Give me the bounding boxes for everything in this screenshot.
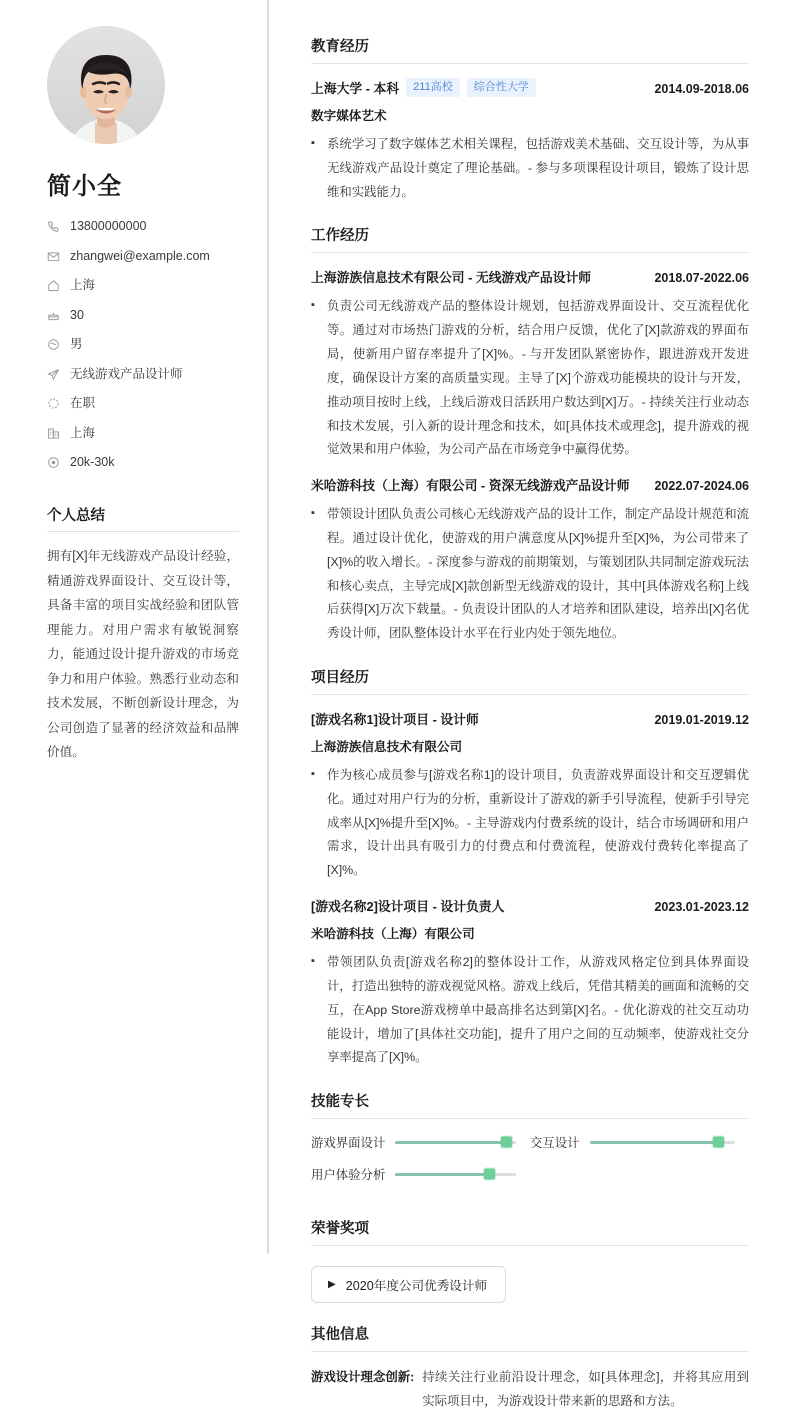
avatar (47, 26, 165, 144)
skill-row (311, 1133, 530, 1151)
entry-subtitle: 上海游族信息技术有限公司 (311, 740, 463, 754)
skill-slider-handle[interactable] (484, 1169, 495, 1180)
contact-item-phone (47, 219, 239, 234)
contact-item-email (47, 249, 239, 264)
entry-date: 2018.07-2022.06 (654, 271, 749, 286)
entry-date: 2023.01-2023.12 (654, 900, 749, 915)
contact-value: zhangwei@example.com (70, 248, 210, 263)
paper-plane-icon (47, 368, 60, 381)
summary-section-title: 个人总结 (47, 504, 239, 532)
contact-value: 无线游戏产品设计师 (70, 366, 183, 381)
work-entry (311, 475, 749, 646)
entry-title: [游戏名称2]设计项目 - 设计负责人 (311, 899, 505, 915)
skill-slider[interactable] (395, 1141, 516, 1144)
entry-title: 上海大学 - 本科 (311, 81, 400, 96)
skill-label: 交互设计 (530, 1136, 580, 1151)
entry-head (311, 267, 749, 286)
project-entry (311, 709, 749, 883)
entry-description: ▪ 负责公司无线游戏产品的整体设计规划，包括游戏界面设计、交互流程优化等。通过对市场热门游戏的分析，结合用户反馈，优化了[X]款游戏的界面布局，使新用户留存率提升了[X]%。- 与开发团队紧密协作，跟进游戏开发进度，确保设计方案的高质量实现。主导了[X]个游戏功能模块的设计与开发，推动项目按时上线，上线后游戏日活跃用户数达到[X]万。- 持续关注行业动态和技术发展，引入新的设计理念和技术，如[具体技术或理念]，提升游戏的视觉效果和用户体验，为公司产品在市场竞争中赢得优势。 (311, 295, 749, 462)
skill-fill (590, 1141, 718, 1144)
status-badge: 211高校 (406, 78, 460, 97)
entry-date: 2014.09-2018.06 (654, 82, 749, 96)
skill-slider[interactable] (590, 1141, 735, 1144)
contact-list (47, 219, 239, 470)
cake-icon (47, 309, 60, 322)
building-icon (47, 427, 60, 440)
contact-item-location (47, 278, 239, 293)
skill-slider[interactable] (395, 1173, 516, 1176)
status-icon (47, 397, 60, 410)
contact-item-age (47, 308, 239, 323)
entry-title: [游戏名称1]设计项目 - 设计师 (311, 712, 479, 727)
entry-title: 米哈游科技（上海）有限公司 - 资深无线游戏产品设计师 (311, 478, 630, 494)
status-badge: 综合性大学 (467, 78, 536, 97)
section-projects (311, 666, 749, 1070)
skill-fill (395, 1141, 506, 1144)
contact-item-salary (47, 455, 239, 470)
project-entry (311, 896, 749, 1070)
entry-head (311, 475, 749, 494)
skills-grid (311, 1133, 749, 1197)
contact-value: 上海 (70, 278, 96, 292)
honor-label: 2020年度公司优秀设计师 (345, 1279, 488, 1294)
section-work (311, 224, 749, 646)
section-honors (311, 1217, 749, 1303)
section-title-other: 其他信息 (311, 1323, 749, 1352)
skill-slider-handle[interactable] (501, 1137, 512, 1148)
entry-description: ▪ 带领团队负责[游戏名称2]的整体设计工作，从游戏风格定位到具体界面设计，打造出独特的游戏视觉风格。游戏上线后，凭借其精美的画面和流畅的交互，在App Store游戏榜单中最高排名达到第[X]名。- 优化游戏的社交互动功能设计，增加了[具体社交功能]，提升了用户之间的互动频率，使游戏社交分享率提高了[X]%。 (311, 951, 749, 1070)
entry-subtitle: 数字媒体艺术 (311, 109, 387, 123)
skill-label: 用户体验分析 (311, 1168, 386, 1183)
entry-head (311, 896, 749, 915)
skill-fill (395, 1173, 489, 1176)
contact-value: 13800000000 (70, 219, 147, 233)
contact-item-status (47, 396, 239, 411)
section-title-projects: 项目经历 (311, 666, 749, 695)
section-title-skills: 技能专长 (311, 1090, 749, 1119)
skill-row (530, 1133, 749, 1151)
contact-value: 30 (70, 307, 84, 322)
contact-item-workplace (47, 426, 239, 441)
envelope-icon (47, 250, 60, 263)
entry-description: ▪ 作为核心成员参与[游戏名称1]的设计项目，负责游戏界面设计和交互逻辑优化。通过对用户行为的分析，重新设计了游戏的新手引导流程，使新手引导完成率从[X]%提升至[X]%。- 主导游戏内付费系统的设计，结合市场调研和用户需求，设计出具有吸引力的付费点和付费流程，使游戏付费转化率提高了[X]%。 (311, 764, 749, 883)
contact-value: 在职 (70, 396, 96, 410)
entry-description: ▪ 系统学习了数字媒体艺术相关课程，包括游戏美术基础、交互设计等，为从事无线游戏产品设计奠定了理论基础。- 参与多项课程设计项目，锻炼了设计思维和实践能力。 (311, 133, 749, 204)
other-info-label: 游戏设计理念创新: (311, 1370, 415, 1385)
gender-icon (47, 338, 60, 351)
work-entry (311, 267, 749, 462)
entry-head (311, 78, 749, 97)
contact-item-gender (47, 337, 239, 352)
contact-item-position (47, 367, 239, 382)
entry-head-left (311, 78, 536, 97)
page-title: 简小全 (47, 173, 122, 200)
section-skills (311, 1090, 749, 1197)
honor-chip[interactable] (311, 1266, 506, 1303)
summary-text: 拥有[X]年无线游戏产品设计经验，精通游戏界面设计、交互设计等，具备丰富的项目实战经验和团队管理能力。对用户需求有敏锐洞察力，能通过设计提升游戏的市场竞争力和用户体验。熟悉行业动态和技术发展，不断创新设计理念，为公司创造了显著的经济效益和品牌价值。 (47, 549, 239, 760)
section-education (311, 35, 749, 204)
education-entry (311, 78, 749, 204)
section-title-education: 教育经历 (311, 35, 749, 64)
section-title-honors: 荣誉奖项 (311, 1217, 749, 1246)
section-other (311, 1323, 749, 1414)
home-icon (47, 279, 60, 292)
play-triangle-icon: ▶ (328, 1278, 336, 1290)
other-info-text: 持续关注行业前沿设计理念，如[具体理念]，并将其应用到实际项目中，为游戏设计带来新的思路和方法。 (422, 1370, 749, 1408)
entry-title: 上海游族信息技术有限公司 - 无线游戏产品设计师 (311, 270, 592, 286)
main-content (269, 0, 794, 1408)
contact-value: 20k-30k (70, 455, 115, 469)
salary-icon (47, 456, 60, 469)
sidebar (0, 0, 269, 1254)
entry-date: 2019.01-2019.12 (654, 713, 749, 727)
user-photo-icon (47, 26, 165, 144)
other-info-row (311, 1366, 749, 1414)
entry-date: 2022.07-2024.06 (654, 479, 749, 494)
skill-label: 游戏界面设计 (311, 1136, 386, 1151)
entry-description: ▪ 带领设计团队负责公司核心无线游戏产品的设计工作，制定产品设计规范和流程。通过设计优化，使游戏的用户满意度从[X]%提升至[X]%，为公司带来了[X]%的收入增长。- 深度参与游戏的前期策划，与策划团队共同制定游戏玩法和核心卖点，主导完成[X]款创新型无线游戏的设计，其中[具体游戏名称]上线后获得[X]万次下载量。- 负责设计团队的人才培养和团队建设，培养出[X]名优秀设计师，团队整体设计水平在行业内处于领先地位。 (311, 503, 749, 646)
contact-value: 男 (70, 337, 83, 351)
section-title-work: 工作经历 (311, 224, 749, 253)
skill-row (311, 1165, 530, 1183)
skill-slider-handle[interactable] (713, 1137, 724, 1148)
entry-head (311, 709, 749, 728)
phone-icon (47, 220, 60, 233)
entry-subtitle: 米哈游科技（上海）有限公司 (311, 927, 475, 942)
contact-value: 上海 (70, 425, 96, 440)
